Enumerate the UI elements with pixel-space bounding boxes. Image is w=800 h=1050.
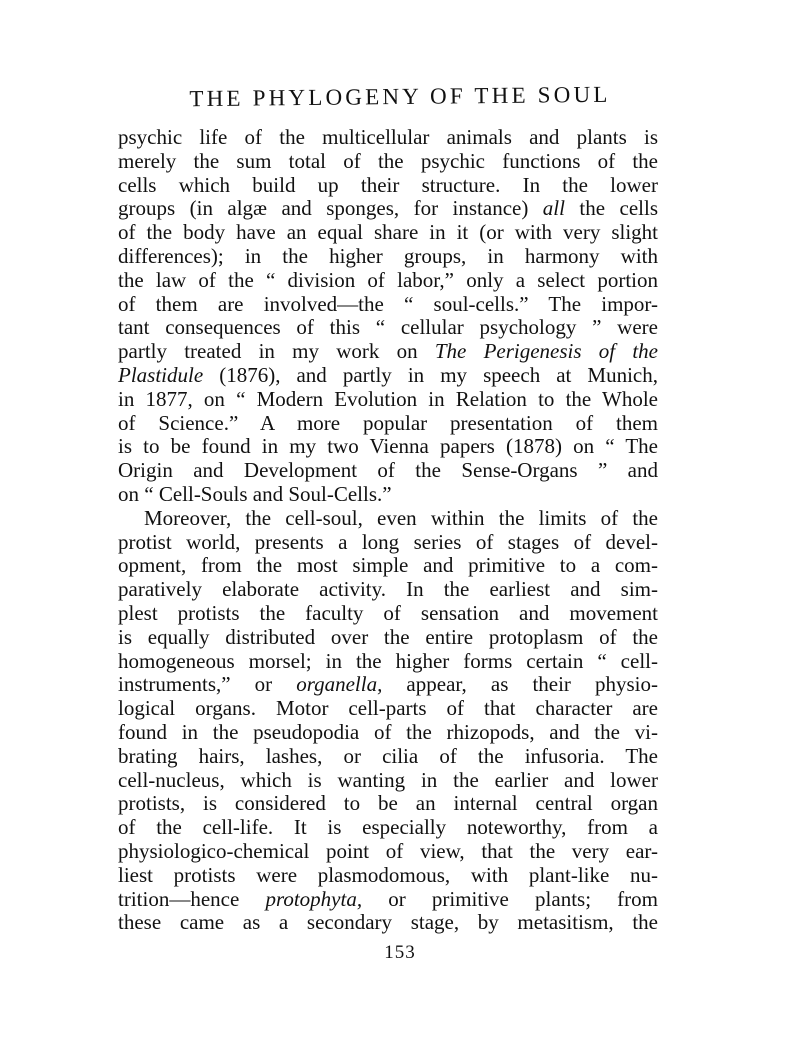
text-run: in 1877, on “ Modern Evolution in Relation to the Whole bbox=[118, 386, 658, 411]
text-run: cell-nucleus, which is wanting in the earlier and lower bbox=[118, 767, 658, 792]
text-line bbox=[118, 174, 658, 198]
text-run: Moreover, the cell-soul, even within the limits of the bbox=[144, 505, 658, 530]
text-line bbox=[118, 769, 658, 793]
text-run: logical organs. Motor cell-parts of that character are bbox=[118, 696, 658, 721]
running-head: THE PHYLOGENY OF THE SOUL bbox=[189, 81, 611, 112]
text-line bbox=[118, 673, 658, 697]
italic-run: The Perigenesis of the bbox=[434, 339, 659, 364]
text-line bbox=[118, 864, 658, 888]
text-line bbox=[118, 816, 658, 840]
text-run: physiologico-chemical point of view, that the very ear- bbox=[118, 838, 658, 863]
text-run: cells which build up their structure. In the lower bbox=[118, 172, 658, 197]
text-line bbox=[118, 483, 658, 507]
text-line bbox=[118, 435, 658, 459]
italic-run: organella, bbox=[296, 672, 383, 697]
text-line bbox=[118, 150, 658, 174]
text-line bbox=[118, 697, 658, 721]
text-run: groups (in algæ and sponges, for instance) bbox=[118, 196, 543, 221]
text-line bbox=[118, 650, 658, 674]
text-line bbox=[118, 507, 658, 531]
text-run: found in the pseudopodia of the rhizopods, and the vi- bbox=[118, 719, 658, 744]
text-line bbox=[118, 792, 658, 816]
text-run: instruments,” or bbox=[118, 672, 297, 697]
text-line bbox=[118, 888, 658, 912]
text-line bbox=[118, 126, 658, 150]
text-run: of the body have an equal share in it (or with very slight bbox=[118, 220, 658, 245]
text-run: the cells bbox=[564, 196, 658, 221]
italic-run: all bbox=[542, 196, 565, 221]
text-run: plest protists the faculty of sensation and movement bbox=[118, 600, 658, 625]
text-run: is to be found in my two Vienna papers (1878) on “ The bbox=[118, 434, 658, 459]
body-text bbox=[118, 126, 658, 935]
text-run: psychic life of the multicellular animals and plants is bbox=[118, 125, 658, 149]
text-run: of them are involved—the “ soul-cells.” The impor- bbox=[118, 291, 658, 316]
text-line bbox=[118, 745, 658, 769]
text-run: is equally distributed over the entire protoplasm of the bbox=[118, 624, 658, 649]
text-line bbox=[118, 554, 658, 578]
text-run: homogeneous morsel; in the higher forms certain “ cell- bbox=[118, 648, 658, 673]
text-line bbox=[118, 578, 658, 602]
text-line bbox=[118, 364, 658, 388]
text-run: merely the sum total of the psychic functions of the bbox=[118, 148, 658, 173]
text-line bbox=[118, 459, 658, 483]
text-run: trition—hence bbox=[118, 886, 266, 911]
text-run: Origin and Development of the Sense-Organs ” and bbox=[118, 458, 658, 483]
text-line bbox=[118, 245, 658, 269]
text-run: protist world, presents a long series of stages of devel- bbox=[118, 529, 658, 554]
text-run: liest protists were plasmodomous, with plant-like nu- bbox=[118, 862, 658, 887]
text-run: tant consequences of this “ cellular psychology ” were bbox=[118, 315, 658, 340]
text-run: paratively elaborate activity. In the earliest and sim- bbox=[118, 577, 658, 602]
text-line bbox=[118, 412, 658, 436]
text-run: the law of the “ division of labor,” only a select portion bbox=[118, 267, 658, 292]
italic-run: protophyta, bbox=[265, 886, 363, 911]
text-line bbox=[118, 911, 658, 935]
text-run: appear, as their physio- bbox=[382, 672, 659, 697]
text-run: partly treated in my work on bbox=[118, 339, 435, 364]
text-line bbox=[118, 840, 658, 864]
text-line bbox=[118, 340, 658, 364]
text-run: differences); in the higher groups, in harmony with bbox=[118, 243, 658, 268]
page-number: 153 bbox=[384, 942, 416, 963]
text-line bbox=[118, 316, 658, 340]
text-run: or primitive plants; from bbox=[362, 886, 659, 911]
text-run: of Science.” A more popular presentation of them bbox=[118, 410, 658, 435]
text-run: brating hairs, lashes, or cilia of the infusoria. The bbox=[118, 743, 658, 768]
text-run: opment, from the most simple and primitive to a com- bbox=[118, 553, 658, 578]
text-run: of the cell-life. It is especially noteworthy, from a bbox=[118, 815, 658, 840]
text-line bbox=[118, 721, 658, 745]
text-line bbox=[118, 602, 658, 626]
text-run: protists, is considered to be an internal central organ bbox=[118, 791, 658, 816]
text-run: on “ Cell-Souls and Soul-Cells.” bbox=[118, 481, 392, 506]
text-line bbox=[118, 221, 658, 245]
text-line bbox=[118, 626, 658, 650]
text-line bbox=[118, 388, 658, 412]
text-run: (1876), and partly in my speech at Munich, bbox=[203, 362, 658, 387]
text-run: these came as a secondary stage, by metasitism, the bbox=[118, 910, 658, 935]
italic-run: Plastidule bbox=[118, 362, 204, 387]
text-line bbox=[118, 293, 658, 317]
text-line bbox=[118, 269, 658, 293]
text-line bbox=[118, 531, 658, 555]
text-line bbox=[118, 197, 658, 221]
